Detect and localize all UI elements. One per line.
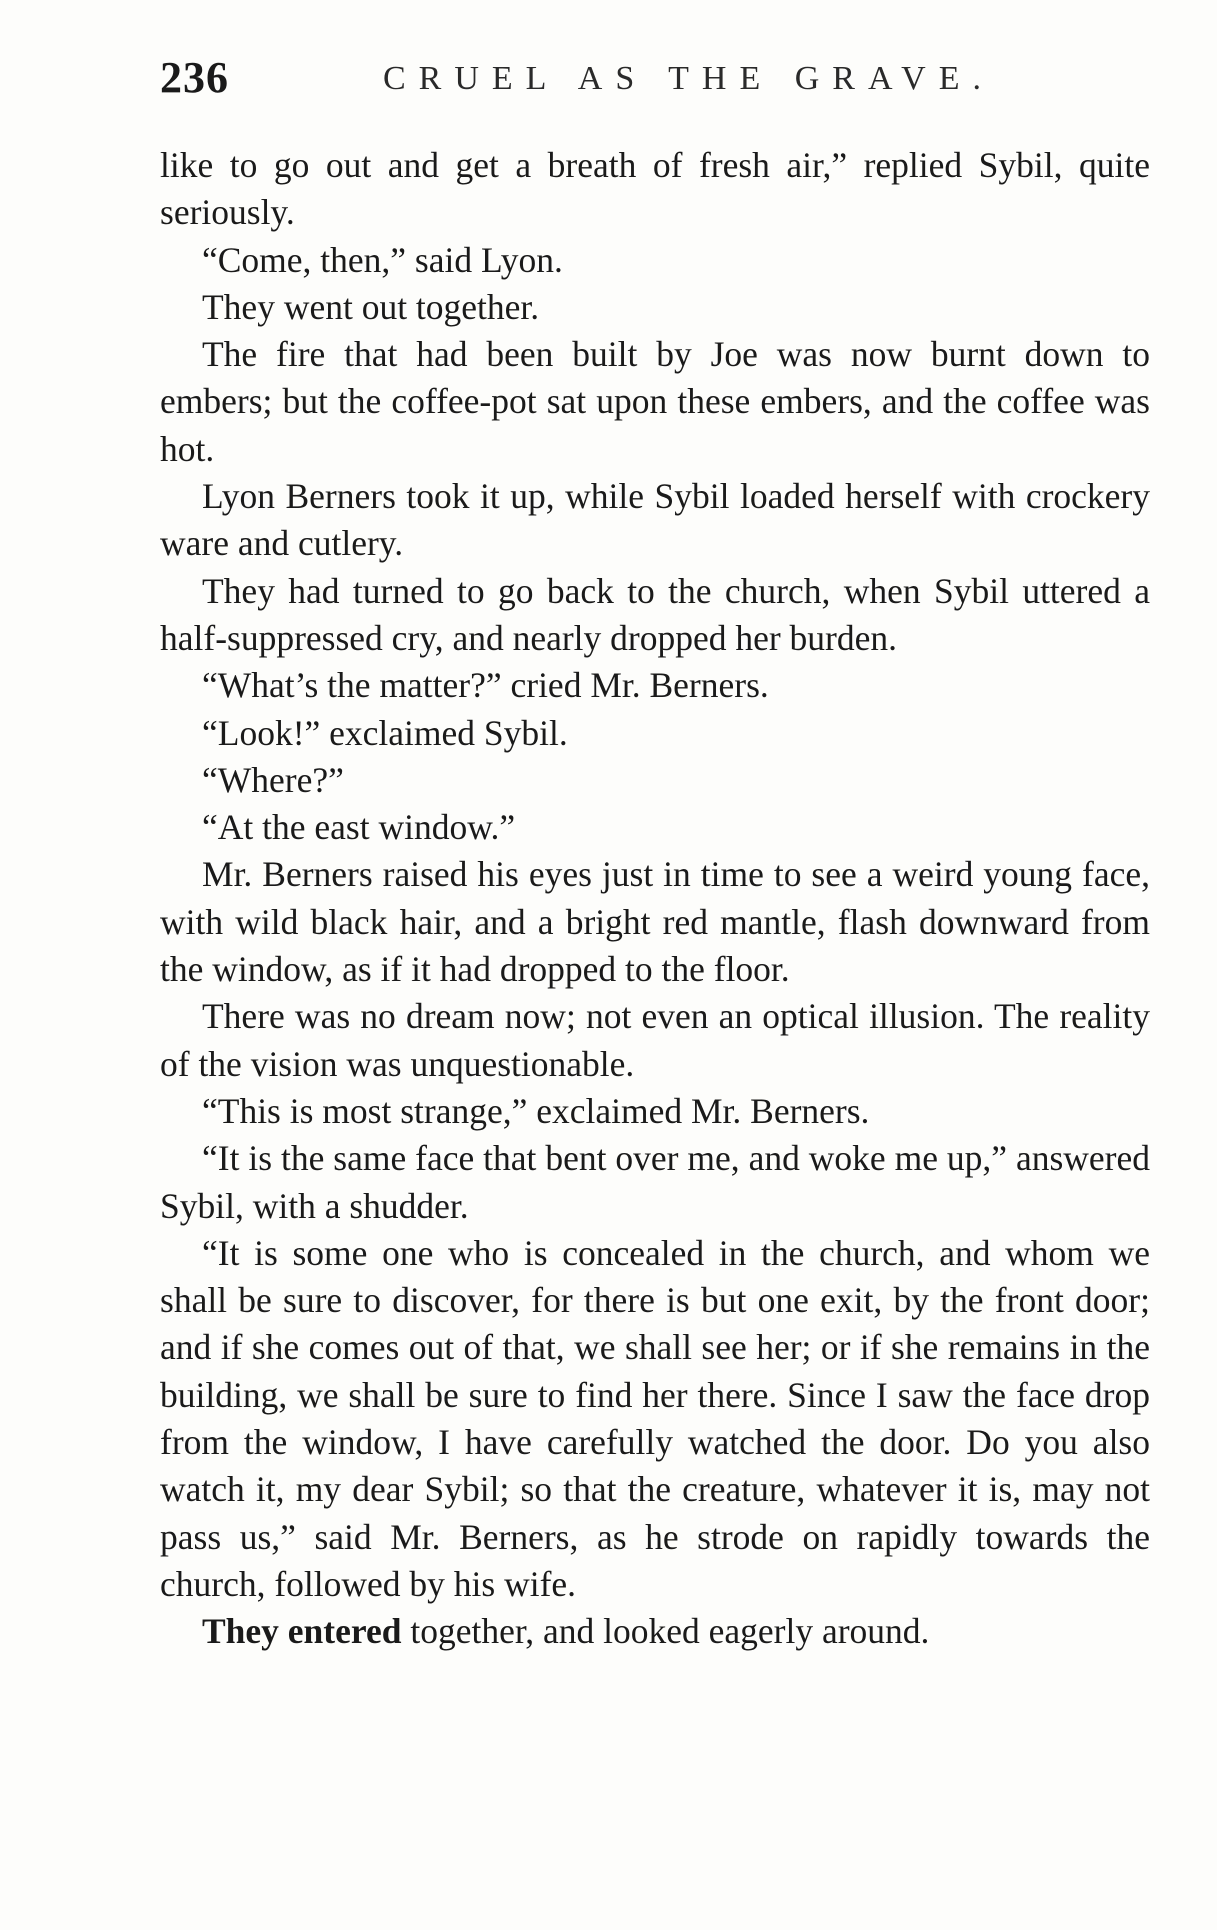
running-title: CRUEL AS THE GRAVE. xyxy=(383,60,994,97)
paragraph-final-rest: together, and looked eagerly around. xyxy=(401,1611,930,1652)
paragraph: The fire that had been built by Joe was now burnt down to embers; but the coffee-pot sat upon these embers, and the coffee was hot. xyxy=(160,334,1150,469)
paragraph: “What’s the matter?” cried Mr. Berners. xyxy=(202,665,769,706)
paragraph: “It is the same face that bent over me, and woke me up,” answered Sybil, with a shudder. xyxy=(160,1138,1150,1226)
bold-phrase: They entered xyxy=(202,1611,402,1652)
paragraph: “At the east window.” xyxy=(202,807,516,848)
paragraph: “This is most strange,” exclaimed Mr. Berners. xyxy=(202,1090,870,1131)
paragraph-final xyxy=(160,1608,1150,1655)
page-number: 236 xyxy=(160,53,229,102)
paragraph: They went out together. xyxy=(202,286,540,327)
paragraph: “Come, then,” said Lyon. xyxy=(202,239,563,280)
paragraph: “Where?” xyxy=(202,759,344,800)
body-text xyxy=(160,142,1150,1656)
paragraph: They had turned to go back to the church, when Sybil uttered a half-suppressed cry, and nearly dropped her burden. xyxy=(160,570,1150,658)
paragraph: “It is some one who is concealed in the church, and whom we shall be sure to discover, for there is but one exit, by the front door; and if she comes out of that, we shall see her; or if she remains in the building, we shall be sure to find her there. Since I saw the face drop from the window, I have carefully watched the door. Do you also watch it, my dear Sybil; so that the creature, whatever it is, may not pass us,” said Mr. Berners, as he strode on rapidly towards the church, followed by his wife. xyxy=(160,1232,1150,1604)
paragraph: “Look!” exclaimed Sybil. xyxy=(202,712,568,753)
paragraph-continued: like to go out and get a breath of fresh air,” replied Sybil, quite seriously. xyxy=(160,145,1150,233)
paragraph: There was no dream now; not even an optical illusion. The reality of the vision was unquestionable. xyxy=(160,996,1150,1084)
paragraph: Lyon Berners took it up, while Sybil loaded herself with crockery ware and cutlery. xyxy=(160,476,1150,564)
paragraph: Mr. Berners raised his eyes just in time to see a weird young face, with wild black hair, and a bright red mantle, flash downward from the window, as if it had dropped to the floor. xyxy=(160,854,1150,990)
